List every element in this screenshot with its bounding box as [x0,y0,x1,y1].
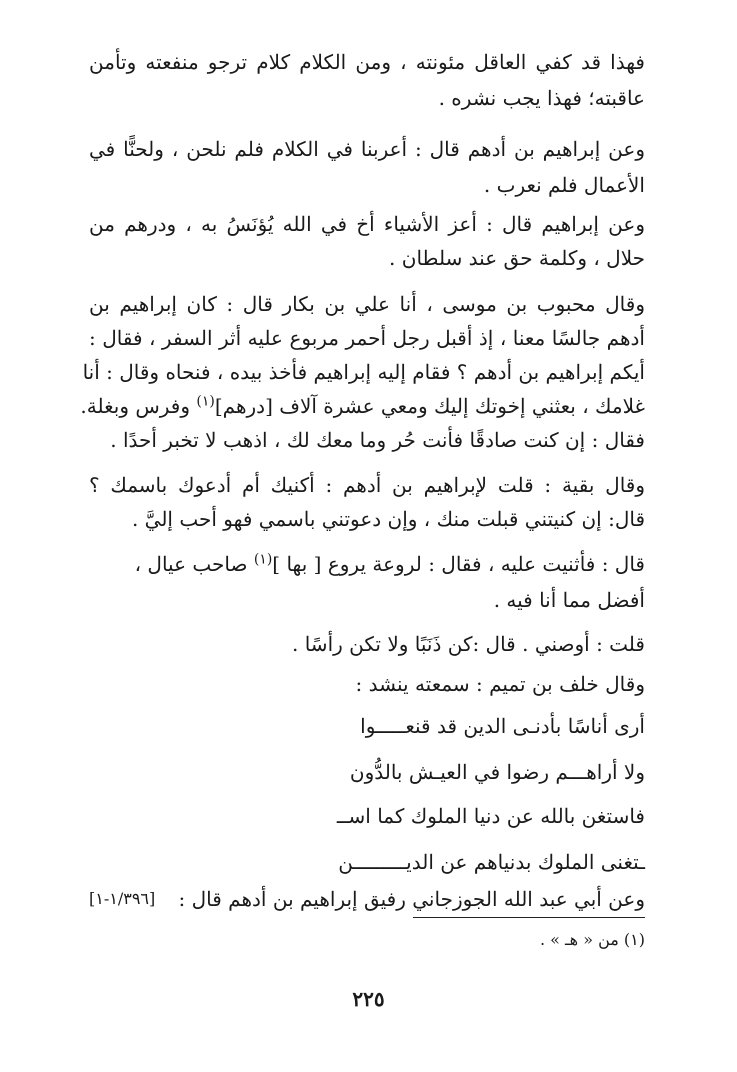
page-number: ٢٢٥ [352,987,385,1011]
line-part: قال : فأثنيت عليه ، فقال : لروعة يروع [ بها ] [272,552,645,576]
text-line: عاقبته؛ فهذا يجب نشره . [438,86,645,110]
footnote: (١) من « هـ » . [539,930,645,949]
text-line: وقال بقية : قلت لإبراهيم بن أدهم : أكنيك أم أدعوك باسمك ؟ [89,473,645,497]
text-line: أدهم جالسًا معنا ، إذ أقبل رجل أحمر مربوع عليه أثر السفر ، فقال : [89,326,645,350]
text-line: قال: إن كنيتني قبلت منك ، وإن دعوتني باسمي فهو أحب إليَّ . [131,507,645,531]
text-line [89,885,645,913]
verse-line: فاستغن بالله عن دنيا الملوك كما اســ [336,804,645,828]
text-line [80,392,645,420]
text-line: أفضل مما أنا فيه . [493,588,645,612]
line-part: وعن أبي عبد الله الجوزجاني رفيق إبراهيم بن أدهم قال : [178,887,645,911]
line-part: غلامك ، بعثني إخوتك إليك ومعي عشرة آلاف [درهم] [214,394,645,418]
footnote-marker: (١) [196,393,215,410]
footnote-divider [413,917,645,918]
line-part: صاحب عيال ، [134,552,248,576]
text-line: وقال محبوب بن موسى ، أنا علي بن بكار قال : كان إبراهيم بن [89,292,645,316]
line-part: وفرس وبغلة. [80,394,191,418]
text-line [89,550,645,578]
text-line: وقال خلف بن تميم : سمعته ينشد : [355,672,645,696]
verse-line: ـتغنى الملوك بدنياهم عن الديـــــــــن [338,850,645,874]
text-line: حلال ، وكلمة حق عند سلطان . [389,246,645,270]
margin-reference: [١/٣٩٦-١] [89,889,156,908]
text-line: وعن إبراهيم بن أدهم قال : أعربنا في الكلام فلم نلحن ، ولحنًّا في [89,137,645,161]
verse-line: ولا أراهـــم رضوا في العيـش بالدُّون [349,760,645,784]
verse-line: أرى أناسًا بأدنـى الدين قد قنعـــــوا [360,714,645,738]
text-line: أيكم إبراهيم بن أدهم ؟ فقام إليه إبراهيم فأخذ بيده ، فنحاه وقال : أنا [82,360,645,384]
text-line: الأعمال فلم نعرب . [483,173,645,197]
footnote-marker: (١) [253,551,273,568]
text-line: فهذا قد كفي العاقل مئونته ، ومن الكلام كلام ترجو منفعته وتأمن [89,50,645,74]
text-line: فقال : إن كنت صادقًا فأنت حُر وما معك لك ، اذهب لا تخبر أحدًا . [110,428,645,452]
text-line: قلت : أوصني . قال :كن ذَنَبًا ولا تكن رأسًا . [292,632,645,656]
text-line: وعن إبراهيم قال : أعز الأشياء أخ في الله يُؤنَسُ به ، ودرهم من [89,212,645,236]
